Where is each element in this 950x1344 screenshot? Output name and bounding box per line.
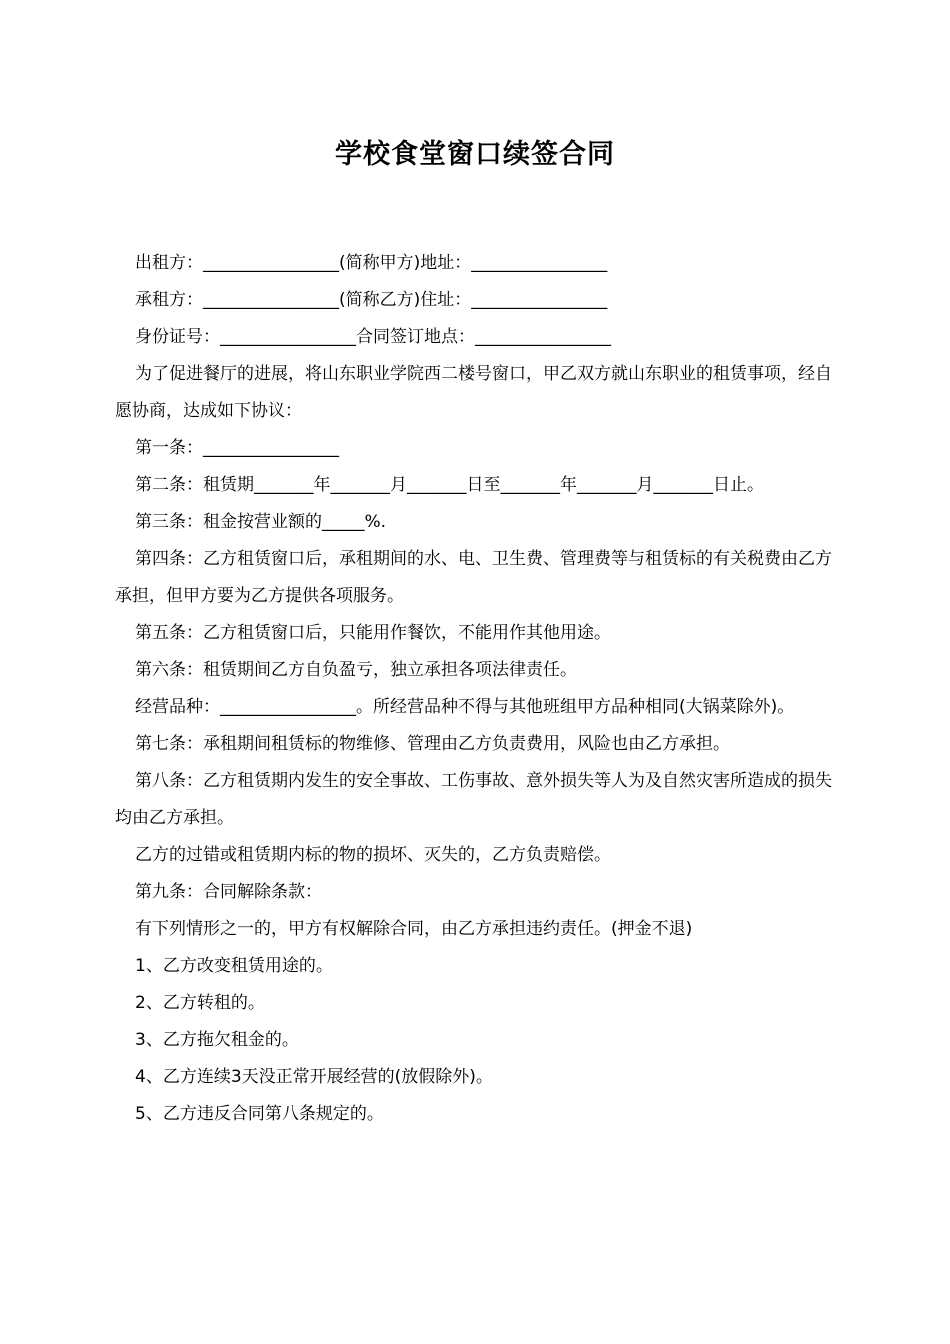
paragraph-id-number: 身份证号：________________合同签订地点：________________ xyxy=(135,327,611,347)
paragraph-article-1: 第一条：________________ xyxy=(135,438,339,458)
list-item-2: 2、乙方转租的。 xyxy=(135,993,265,1013)
paragraph-compensation: 乙方的过错或租赁期内标的物的损坏、灭失的，乙方负责赔偿。 xyxy=(135,845,611,865)
paragraph-article-3: 第三条：租金按营业额的_____%. xyxy=(135,512,387,532)
paragraph-article-4: 第四条：乙方租赁窗口后，承租期间的水、电、卫生费、管理费等与租赁标的有关税费由乙方承担，但甲方要为乙方提供各项服务。 xyxy=(115,549,832,606)
paragraph-termination-intro: 有下列情形之一的，甲方有权解除合同，由乙方承担违约责任。(押金不退) xyxy=(135,919,693,939)
list-item-4: 4、乙方连续3天没正常开展经营的(放假除外)。 xyxy=(135,1067,493,1087)
paragraph-lessor: 出租方：________________(简称甲方)地址：________________ xyxy=(135,253,608,273)
paragraph-article-5: 第五条：乙方租赁窗口后，只能用作餐饮，不能用作其他用途。 xyxy=(135,623,611,643)
document-body xyxy=(115,245,837,1133)
paragraph-article-7: 第七条：承租期间租赁标的物维修、管理由乙方负责费用，风险也由乙方承担。 xyxy=(135,734,730,754)
paragraph-preamble: 为了促进餐厅的进展，将山东职业学院西二楼号窗口，甲乙双方就山东职业的租赁事项，经自愿协商，达成如下协议： xyxy=(115,364,832,421)
list-item-1: 1、乙方改变租赁用途的。 xyxy=(135,956,333,976)
document-title: 学校食堂窗口续签合同 xyxy=(335,139,615,170)
paragraph-article-9: 第九条：合同解除条款： xyxy=(135,882,322,902)
list-item-5: 5、乙方违反合同第八条规定的。 xyxy=(135,1104,384,1124)
paragraph-article-8: 第八条：乙方租赁期内发生的安全事故、工伤事故、意外损失等人为及自然灾害所造成的损失均由乙方承担。 xyxy=(115,771,832,828)
list-item-3: 3、乙方拖欠租金的。 xyxy=(135,1030,299,1050)
paragraph-lessee: 承租方：________________(简称乙方)住址：________________ xyxy=(135,290,608,310)
paragraph-article-2: 第二条：租赁期_______年_______月_______日至_______年_______月_______日止。 xyxy=(135,475,764,495)
paragraph-article-6: 第六条：租赁期间乙方自负盈亏，独立承担各项法律责任。 xyxy=(135,660,577,680)
paragraph-business-variety: 经营品种：________________。所经营品种不得与其他班组甲方品种相同(大锅菜除外)。 xyxy=(135,697,795,717)
